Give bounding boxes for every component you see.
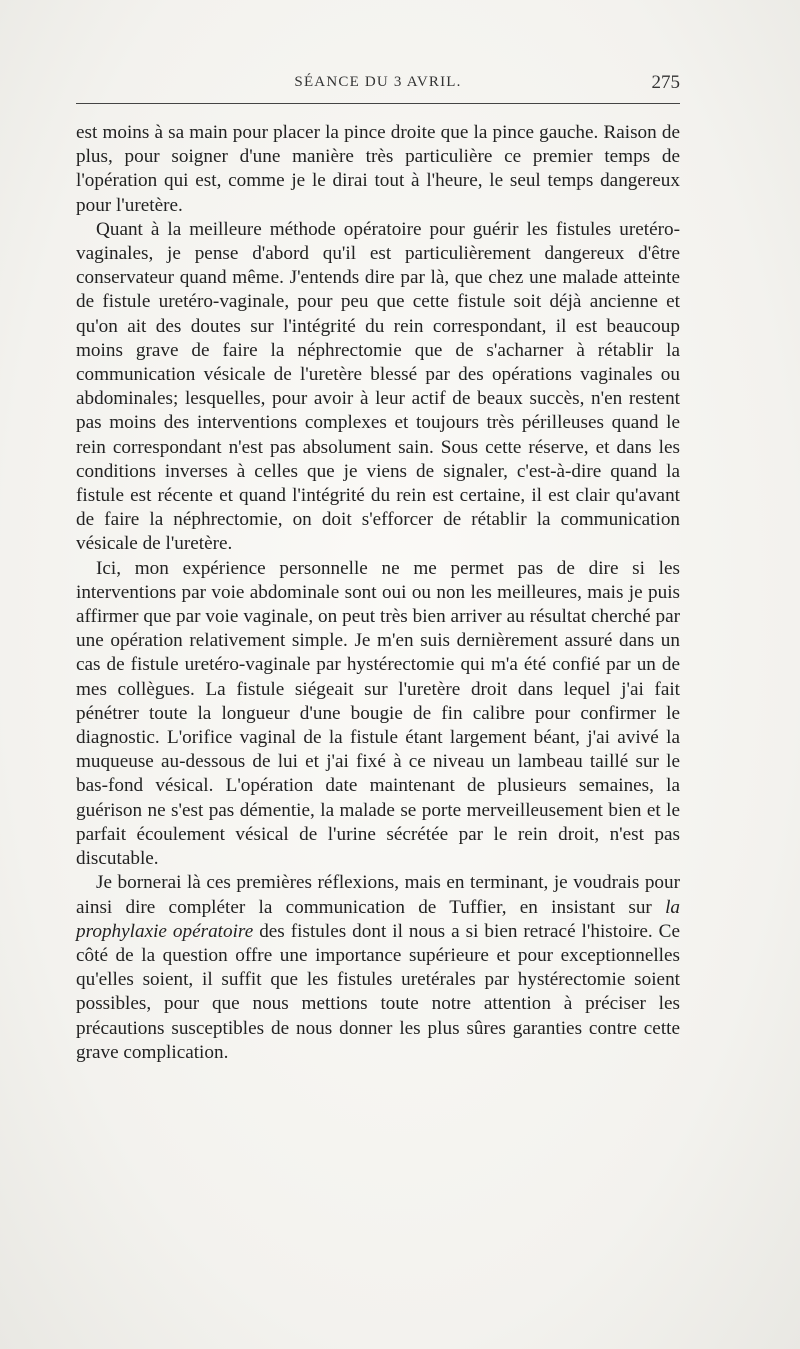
paragraph-conclusion-after: des fistules dont il nous a si bien retracé l'histoire. Ce côté de la question offre une importance supérieure et pour exceptionnelles qu'elles soient, il suffit que les fistules uretérales par hystérectomie soient possibles, pour que nous mettions toute notre attention à préciser les précautions susceptibles de nous donner les plus sûres garanties contre cette grave complication. [76,920,680,1063]
paragraph-conclusion [76,871,680,1065]
page-header [76,74,680,102]
paragraph-conclusion-before: Je bornerai là ces premières réflexions, mais en terminant, je voudrais pour ainsi dire compléter la communication de Tuffier, en insistant sur [76,872,680,918]
paragraph-continuation: est moins à sa main pour placer la pince droite que la pince gauche. Raison de plus, pour soigner d'une manière très particulière ce premier temps de l'opération qui est, comme je le dirai tout à l'heure, le seul temps dangereux pour l'uretère. [76,122,680,216]
paragraph-experience-personnelle: Ici, mon expérience personnelle ne me permet pas de dire si les interventions par voie abdominale sont oui ou non les meilleures, mais je puis affirmer que par voie vaginale, on peut très bien arriver au résultat cherché par une opération relativement simple. Je m'en suis dernièrement assuré dans un cas de fistule uretéro-vaginale par hystérectomie qui m'a été confié par un de mes collègues. La fistule siégeait sur l'uretère droit dans lequel j'ai fait pénétrer toute la longueur d'une bougie de fin calibre pour confirmer le diagnostic. L'orifice vaginal de la fistule étant largement béant, j'ai avivé la muqueuse au-dessous de lui et j'ai fixé à ce niveau un lambeau taillé sur le bas-fond vésical. L'opération date maintenant de plusieurs semaines, la guérison ne s'est pas démentie, la malade se porte merveilleusement bien et le parfait écoulement vésical de l'urine sécrétée par le rein droit, n'est pas discutable. [76,557,680,870]
body-text [76,121,680,1065]
page-number: 275 [651,72,680,93]
running-title: SÉANCE DU 3 AVRIL. [294,74,462,90]
paragraph-methode-operatoire: Quant à la meilleure méthode opératoire pour guérir les fistules uretéro-vaginales, je pense d'abord qu'il est particulièrement dangereux d'être conservateur quand même. J'entends dire par là, que chez une malade atteinte de fistule uretéro-vaginale, pour peu que cette fistule soit déjà ancienne et qu'on ait des doutes sur l'intégrité du rein correspondant, il est beaucoup moins grave de faire la néphrectomie que de s'acharner à rétablir la communication vésicale de l'uretère blessé par des opérations vaginales ou abdominales; lesquelles, pour avoir à leur actif de beaux succès, n'en restent pas moins des interventions complexes et toujours très périlleuses quand le rein correspondant n'est pas absolument sain. Sous cette réserve, et dans les conditions inverses à celles que je viens de signaler, c'est-à-dire quand la fistule est récente et quand l'intégrité du rein est certaine, il est clair qu'avant de faire la néphrectomie, on doit s'efforcer de rétablir la communication vésicale de l'uretère. [76,218,680,555]
emphasis-prophylaxie: la prophylaxie opératoire [76,896,680,942]
header-rule [76,103,680,104]
